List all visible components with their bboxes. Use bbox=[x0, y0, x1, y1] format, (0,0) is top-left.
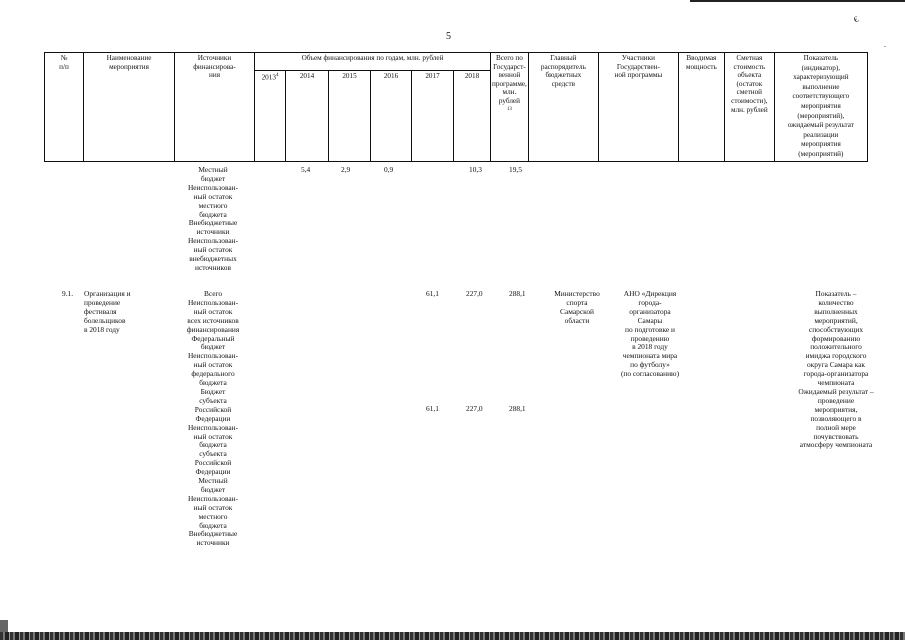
row-distributor: Министерство спорта Самарской области bbox=[554, 289, 600, 325]
header-estimate: Сметная стоимость объекта (остаток сметной стоимости), млн. рублей bbox=[724, 53, 774, 162]
table-header bbox=[44, 52, 868, 162]
header-year-2013: 2013$^4$ bbox=[255, 70, 286, 161]
header-participants: Участники Государствен- ной программы bbox=[598, 53, 678, 162]
row-indicator: Показатель – количество выполненных мероприятий, способствующих формированию положительного имиджа городского округа Самара как города-организатора чемпионата Ожидаемый результат – проведение мероприятия, позволяющего в полной мере почувствовать атмосферу чемпионата bbox=[798, 289, 874, 450]
row-subject-2018: 227,0 bbox=[466, 404, 483, 413]
header-total: Всего по Государст- венной программе, млн. рублей $^{13}$ bbox=[491, 53, 529, 162]
row-subject-total: 288,1 bbox=[509, 404, 526, 413]
prev-value-2018: 10,3 bbox=[469, 165, 482, 174]
header-year-2016: 2016 bbox=[371, 70, 412, 161]
header-year-2017: 2017 bbox=[412, 70, 454, 161]
header-distributor: Главный распорядитель бюджетных средств bbox=[528, 53, 598, 162]
scan-edge-bottom bbox=[0, 632, 905, 640]
row-sources-text: Всего Неиспользован- ный остаток всех источников финансирования Федеральный бюджет Неиспользован- ный остаток федерального бюджета Бюджет субъекта Российской Федерации Неиспользован- ный остаток бюджета субъекта Российской Федерации Местный бюджет Неиспользован- ный остаток местного бюджета Внебюджетные источники bbox=[186, 289, 240, 548]
scan-edge-top bbox=[690, 0, 905, 2]
prev-sources-text: Местный бюджет Неиспользован- ный остаток местного бюджета Внебюджетные источники Неиспользован- ный остаток внебюджетных источников bbox=[187, 165, 239, 272]
dot-mark: . bbox=[884, 40, 886, 49]
header-year-2015: 2015 bbox=[329, 70, 371, 161]
header-num: № п/п bbox=[45, 53, 84, 162]
prev-value-2016: 0,9 bbox=[384, 165, 394, 174]
page-number: 5 bbox=[446, 31, 451, 42]
header-funding-group: Объем финансирования по годам, млн. рублей bbox=[255, 53, 491, 71]
header-indicator: Показатель (индикатор), характеризующий выполнение соответствующего мероприятия (мероприятий), ожидаемый результат реализации мероприятия (мероприятий) bbox=[774, 53, 867, 162]
prev-value-2015: 2,9 bbox=[341, 165, 351, 174]
header-year-2018: 2018 bbox=[454, 70, 491, 161]
prev-value-2014: 5,4 bbox=[301, 165, 311, 174]
row-subject-2017: 61,1 bbox=[426, 404, 439, 413]
row-total-all: 288,1 bbox=[509, 289, 526, 298]
header-name: Наименование мероприятия bbox=[84, 53, 175, 162]
row-total-2017: 61,1 bbox=[426, 289, 439, 298]
header-year-2014: 2014 bbox=[286, 70, 329, 161]
row-name: Организация и проведение фестиваля болельщиков в 2018 году bbox=[84, 289, 131, 334]
row-number: 9.1. bbox=[62, 289, 74, 298]
corner-mark: € bbox=[852, 14, 860, 25]
header-sources: Источники финансирова- ния bbox=[175, 53, 255, 162]
prev-total: 19,5 bbox=[509, 165, 522, 174]
row-total-2018: 227,0 bbox=[466, 289, 483, 298]
row-participants: АНО «Дирекция города- организатора Самары по подготовке и проведению в 2018 году чемпионата мира по футболу» (по согласованию) bbox=[620, 289, 680, 379]
header-capacity: Вводимая мощность bbox=[678, 53, 724, 162]
